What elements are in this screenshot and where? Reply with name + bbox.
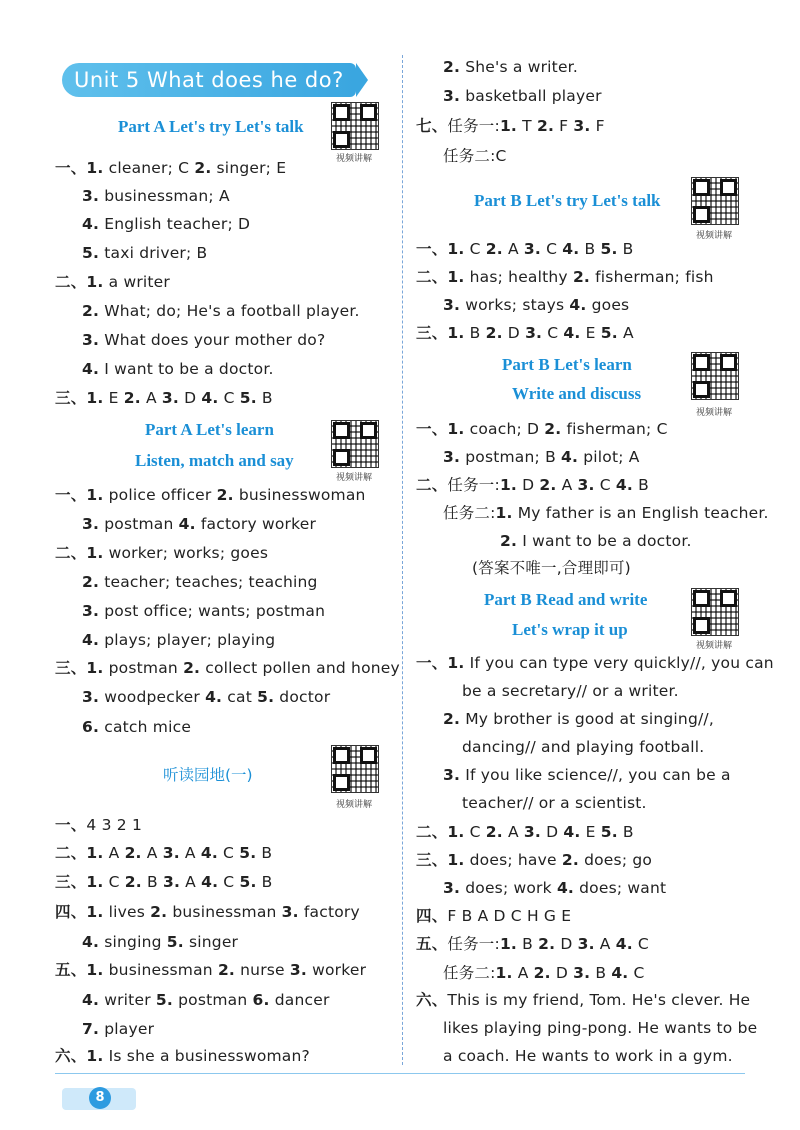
answer-line [82, 330, 325, 350]
item-number: 2. [82, 573, 100, 591]
item-number: 3. [82, 331, 100, 349]
answer-text: does; have 2. does; go [469, 851, 653, 869]
answer-text: (答案不唯一,合理即可) [472, 559, 631, 577]
answer-line [416, 850, 652, 870]
item-number: 3. [443, 879, 461, 897]
qr-code-icon[interactable] [691, 352, 739, 400]
answer-line [82, 214, 250, 234]
item-number: 4. [82, 933, 100, 951]
item-number: 1. [447, 420, 465, 438]
answer-text: C 2. A 3. D 4. E 5. B [469, 823, 634, 841]
answer-line [416, 267, 714, 287]
sec-a-try: Part A Let's try Let's talk [118, 117, 304, 136]
answer-text: taxi driver; B [104, 244, 208, 262]
answer-text: 任务一:1. D 2. A 3. C 4. B [447, 476, 649, 494]
answer-text: a coach. He wants to work in a gym. [443, 1047, 733, 1065]
answer-line [82, 601, 325, 621]
answer-text: singing 5. singer [104, 933, 239, 951]
item-number: 1. [447, 851, 465, 869]
answer-text: writer 5. postman 6. dancer [104, 991, 330, 1009]
answer-text: B 2. D 3. C 4. E 5. A [469, 324, 634, 342]
question-label: 二、 [55, 273, 87, 291]
answer-line [416, 239, 634, 259]
answer-text: C 2. B 3. A 4. C 5. B [108, 873, 273, 891]
item-number: 3. [443, 87, 461, 105]
answer-text: She's a writer. [465, 58, 578, 76]
answer-line [82, 186, 230, 206]
item-number: 2. [443, 710, 461, 728]
answer-text: postman 2. collect pollen and honey [108, 659, 400, 677]
answer-text: 4 3 2 1 [86, 816, 143, 834]
answer-text: plays; player; playing [104, 631, 276, 649]
answer-line [82, 1019, 154, 1039]
item-number: 3. [443, 296, 461, 314]
item-number: 1. [86, 844, 104, 862]
qr-caption: 视频讲解 [696, 231, 733, 241]
answer-text: 任务一:1. T 2. F 3. F [447, 117, 605, 135]
answer-text: 任务二:C [443, 147, 507, 165]
answer-line [416, 934, 649, 954]
answer-text: has; healthy 2. fisherman; fish [469, 268, 714, 286]
question-label: 三、 [55, 389, 87, 407]
answer-text: What does your mother do? [104, 331, 326, 349]
answer-line [472, 558, 631, 578]
question-label: 二、 [416, 268, 448, 286]
answer-text: catch mice [104, 718, 192, 736]
answer-text: businessman; A [104, 187, 230, 205]
answer-text: This is my friend, Tom. He's clever. He [447, 991, 751, 1009]
item-number: 1. [86, 544, 104, 562]
answer-line [82, 630, 275, 650]
item-number: 3. [82, 688, 100, 706]
answer-text: be a secretary// or a writer. [462, 682, 679, 700]
answer-line [443, 878, 666, 898]
answer-line [82, 514, 316, 534]
question-label: 二、 [55, 544, 87, 562]
answer-line [416, 419, 668, 439]
qr-caption: 视频讲解 [336, 473, 373, 483]
answer-text: A 2. A 3. A 4. C 5. B [108, 844, 273, 862]
qr-caption: 视频讲解 [696, 641, 733, 651]
answer-text: woodpecker 4. cat 5. doctor [104, 688, 331, 706]
answer-line [55, 815, 142, 835]
answer-line [462, 793, 647, 813]
sec-b-write: Write and discuss [512, 384, 642, 403]
answer-line [82, 687, 330, 707]
answer-line [500, 531, 692, 551]
unit-title: Unit 5 What does he do? [74, 68, 344, 92]
question-label: 四、 [416, 907, 448, 925]
answer-line [416, 116, 605, 136]
answer-text: basketball player [465, 87, 602, 105]
question-label: 一、 [55, 816, 87, 834]
qr-code-icon[interactable] [691, 588, 739, 636]
answer-text: postman 4. factory worker [104, 515, 317, 533]
item-number: 3. [443, 448, 461, 466]
item-number: 7. [82, 1020, 100, 1038]
answer-text: 任务二:1. A 2. D 3. B 4. C [443, 964, 645, 982]
qr-code-icon[interactable] [331, 745, 379, 793]
answer-line [443, 57, 578, 77]
item-number: 1. [447, 268, 465, 286]
answer-text: teacher// or a scientist. [462, 794, 647, 812]
answer-text: coach; D 2. fisherman; C [469, 420, 668, 438]
question-label: 三、 [55, 659, 87, 677]
item-number: 1. [447, 324, 465, 342]
item-number: 1. [86, 659, 104, 677]
qr-caption: 视频讲解 [336, 800, 373, 810]
answer-text: I want to be a doctor. [522, 532, 692, 550]
answer-line [416, 475, 649, 495]
answer-text: 任务二:1. My father is an English teacher. [443, 504, 769, 522]
answer-text: likes playing ping-pong. He wants to be [443, 1019, 758, 1037]
item-number: 3. [82, 602, 100, 620]
answer-text: dancing// and playing football. [462, 738, 705, 756]
answer-text: E 2. A 3. D 4. C 5. B [108, 389, 273, 407]
question-label: 四、 [55, 903, 87, 921]
item-number: 1. [447, 240, 465, 258]
answer-line [416, 990, 750, 1010]
answer-line [82, 717, 191, 737]
answer-line [55, 272, 170, 292]
item-number: 2. [500, 532, 518, 550]
answer-line [55, 843, 272, 863]
answer-text: cleaner; C 2. singer; E [108, 159, 287, 177]
sec-listen-garden: 听读园地(一) [163, 766, 253, 784]
answer-text: businessman 2. nurse 3. worker [108, 961, 367, 979]
sec-b-try: Part B Let's try Let's talk [474, 191, 661, 210]
answer-text: does; work 4. does; want [465, 879, 667, 897]
item-number: 5. [82, 244, 100, 262]
sec-a-learn: Part A Let's learn [145, 420, 274, 439]
column-divider [402, 55, 403, 1065]
item-number: 1. [86, 873, 104, 891]
answer-text: If you like science//, you can be a [465, 766, 731, 784]
answer-line [55, 872, 273, 892]
question-label: 六、 [55, 1047, 87, 1065]
item-number: 1. [86, 486, 104, 504]
answer-line [55, 960, 366, 980]
footer-rule [55, 1073, 745, 1074]
qr-code-icon[interactable] [691, 177, 739, 225]
answer-line [443, 146, 507, 166]
item-number: 4. [82, 991, 100, 1009]
answer-text: My brother is good at singing//, [465, 710, 714, 728]
question-label: 一、 [55, 486, 87, 504]
answer-text: Is she a businesswoman? [108, 1047, 310, 1065]
item-number: 1. [86, 1047, 104, 1065]
sec-a-listen: Listen, match and say [135, 451, 294, 470]
item-number: 2. [82, 302, 100, 320]
answer-line [443, 86, 602, 106]
question-label: 五、 [416, 935, 448, 953]
answer-text: a writer [108, 273, 170, 291]
item-number: 4. [82, 631, 100, 649]
question-label: 一、 [416, 420, 448, 438]
item-number: 4. [82, 360, 100, 378]
item-number: 2. [443, 58, 461, 76]
sec-b-learn: Part B Let's learn [502, 355, 632, 374]
answer-text: I want to be a doctor. [104, 360, 274, 378]
question-label: 六、 [416, 991, 448, 1009]
answer-line [55, 658, 400, 678]
item-number: 1. [86, 961, 104, 979]
answer-line [82, 990, 330, 1010]
qr-caption: 视频讲解 [336, 154, 373, 164]
answer-line [82, 243, 207, 263]
question-label: 二、 [416, 823, 448, 841]
question-label: 一、 [416, 240, 448, 258]
item-number: 1. [86, 273, 104, 291]
answer-line [443, 447, 640, 467]
answer-text: teacher; teaches; teaching [104, 573, 318, 591]
sec-b-read: Part B Read and write [484, 590, 648, 609]
answer-line [443, 709, 714, 729]
item-number: 3. [82, 515, 100, 533]
answer-line [443, 765, 731, 785]
question-label: 三、 [416, 851, 448, 869]
question-label: 三、 [416, 324, 448, 342]
answer-text: If you can type very quickly//, you can [469, 654, 774, 672]
answer-line [416, 822, 634, 842]
answer-text: worker; works; goes [108, 544, 269, 562]
qr-code-icon[interactable] [331, 420, 379, 468]
qr-code-icon[interactable] [331, 102, 379, 150]
answer-line [443, 295, 629, 315]
answer-line [55, 388, 273, 408]
answer-text: C 2. A 3. C 4. B 5. B [469, 240, 634, 258]
answer-line [82, 359, 274, 379]
answer-line [55, 158, 286, 178]
answer-text: works; stays 4. goes [465, 296, 630, 314]
question-label: 一、 [55, 159, 87, 177]
question-label: 一、 [416, 654, 448, 672]
qr-caption: 视频讲解 [696, 408, 733, 418]
answer-text: What; do; He's a football player. [104, 302, 360, 320]
answer-line [462, 737, 704, 757]
item-number: 3. [82, 187, 100, 205]
item-number: 6. [82, 718, 100, 736]
question-label: 五、 [55, 961, 87, 979]
item-number: 1. [447, 654, 465, 672]
answer-line [55, 485, 366, 505]
sec-b-wrap: Let's wrap it up [512, 620, 628, 639]
item-number: 3. [443, 766, 461, 784]
question-label: 三、 [55, 873, 87, 891]
answer-text: English teacher; D [104, 215, 251, 233]
item-number: 1. [86, 903, 104, 921]
answer-line [416, 323, 634, 343]
answer-line [416, 653, 774, 673]
answer-text: 任务一:1. B 2. D 3. A 4. C [447, 935, 649, 953]
answer-line [416, 906, 571, 926]
question-label: 七、 [416, 117, 448, 135]
answer-line [443, 503, 769, 523]
answer-text: post office; wants; postman [104, 602, 326, 620]
answer-text: F B A D C H G E [447, 907, 572, 925]
answer-line [82, 301, 360, 321]
answer-line [55, 902, 360, 922]
answer-line [462, 681, 679, 701]
question-label: 二、 [55, 844, 87, 862]
page-number: 8 [89, 1087, 111, 1109]
answer-line [443, 1018, 757, 1038]
answer-line [443, 1046, 733, 1066]
answer-line [82, 932, 238, 952]
answer-text: player [104, 1020, 155, 1038]
item-number: 1. [86, 389, 104, 407]
question-label: 二、 [416, 476, 448, 494]
answer-line [82, 572, 318, 592]
item-number: 4. [82, 215, 100, 233]
answer-text: police officer 2. businesswoman [108, 486, 366, 504]
answer-line [55, 543, 268, 563]
answer-text: postman; B 4. pilot; A [465, 448, 640, 466]
answer-text: lives 2. businessman 3. factory [108, 903, 360, 921]
answer-line [55, 1046, 310, 1066]
item-number: 1. [447, 823, 465, 841]
answer-line [443, 963, 645, 983]
item-number: 1. [86, 159, 104, 177]
